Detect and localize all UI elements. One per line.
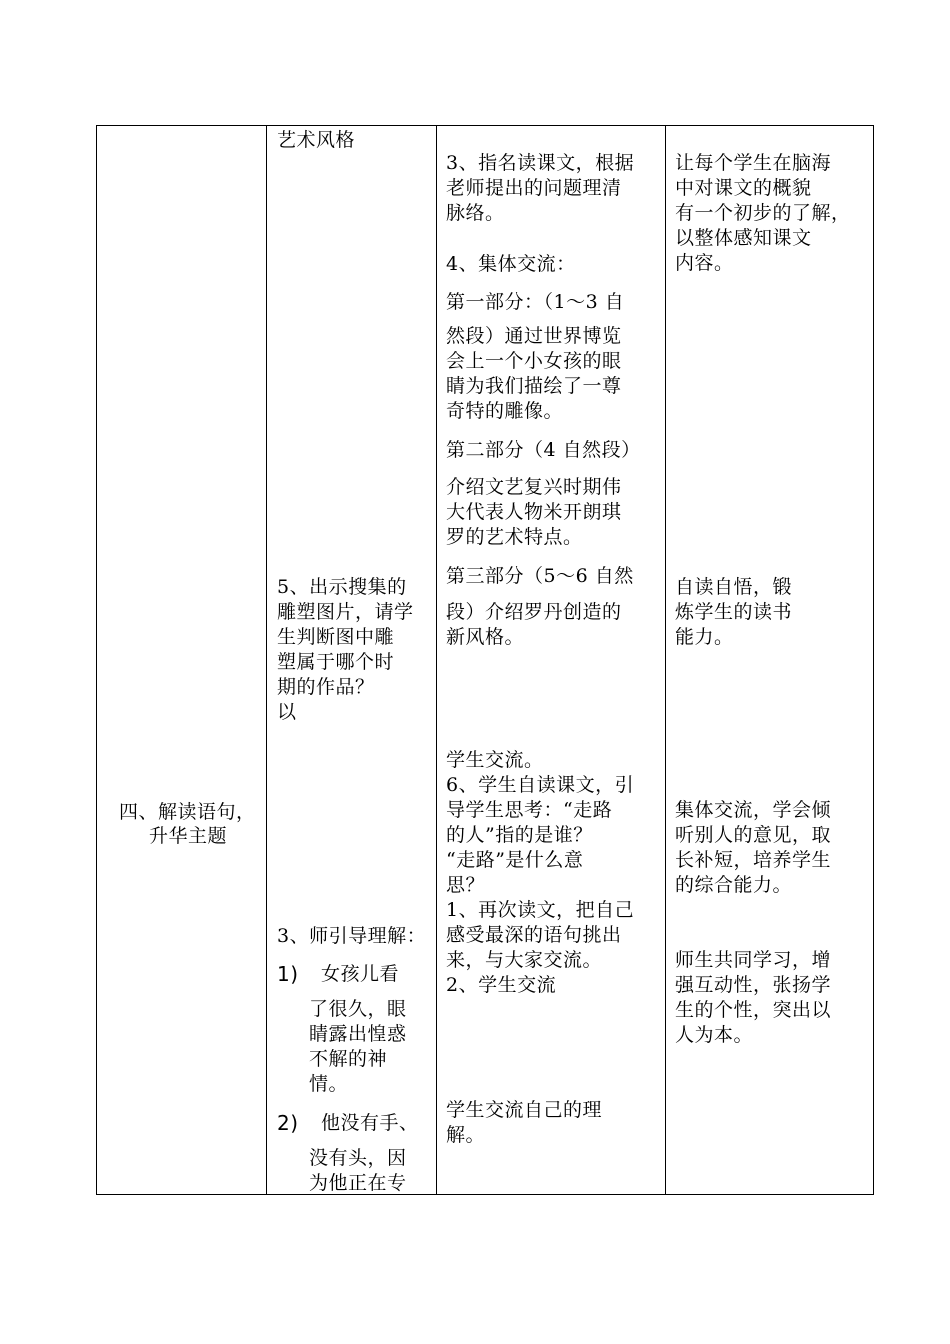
stage-title: 四、解读语句， — [119, 801, 256, 823]
text-line: 情。 — [309, 1073, 349, 1095]
text-line: 能力。 — [675, 626, 734, 648]
text-line: 2、学生交流 — [446, 974, 557, 996]
design-intent-cell — [666, 126, 874, 1194]
text-line: 有一个初步的了解， — [675, 202, 851, 224]
list-number: 1) — [277, 962, 299, 986]
text-line: 5、出示搜集的 — [277, 576, 407, 598]
text-line: 他没有手、 — [321, 1112, 419, 1134]
text-line: “走路”是什么意 — [446, 849, 584, 871]
stage-cell — [97, 126, 266, 1194]
text-line: 自读自悟，锻 — [675, 576, 793, 598]
text-line: 4、集体交流： — [446, 253, 576, 275]
text-line: 以 — [277, 701, 297, 723]
text-line: 生判断图中雕 — [277, 626, 395, 648]
text-line: 塑属于哪个时 — [277, 651, 395, 673]
lesson-plan-table — [96, 125, 874, 1195]
text-line: 没有头，因 — [309, 1147, 407, 1169]
text-line: 思？ — [446, 874, 486, 896]
list-number: 2) — [277, 1111, 299, 1135]
text-line: 奇特的雕像。 — [446, 400, 564, 422]
text-line: 人为本。 — [675, 1024, 754, 1046]
text-line: 强互动性，张扬学 — [675, 974, 832, 996]
text-line: 3、指名读课文，根据 — [446, 152, 635, 174]
text-line: 学生交流自己的理 — [446, 1099, 603, 1121]
text-line: 为他正在专 — [309, 1172, 407, 1194]
text-line: 以整体感知课文 — [675, 227, 812, 249]
text-line: 介绍文艺复兴时期伟 — [446, 476, 622, 498]
text-line: 解。 — [446, 1124, 486, 1146]
text-line: 师生共同学习，增 — [675, 949, 832, 971]
text-line: 长补短，培养学生 — [675, 849, 832, 871]
text-line: 段）介绍罗丹创造的 — [446, 601, 622, 623]
text-line: 不解的神 — [309, 1048, 388, 1070]
text-line: 的人”指的是谁？ — [446, 824, 593, 846]
text-line: 睛为我们描绘了一尊 — [446, 375, 622, 397]
text-line: 内容。 — [675, 252, 734, 274]
text-line: 睛露出惶惑 — [309, 1023, 407, 1045]
text-line: 1、再次读文，把自己 — [446, 899, 635, 921]
text-line: 集体交流，学会倾 — [675, 799, 832, 821]
text-line: 第三部分（5～6 自然 — [446, 565, 634, 587]
text-line: 生的个性，突出以 — [675, 999, 832, 1021]
text-line: 第一部分：（1～3 自 — [446, 291, 625, 313]
text-line: 感受最深的语句挑出 — [446, 924, 622, 946]
text-line: 学生交流。 — [446, 749, 544, 771]
text-line: 老师提出的问题理清 — [446, 177, 622, 199]
text-line: 中对课文的概貌 — [675, 177, 812, 199]
text-line: 新风格。 — [446, 626, 525, 648]
text-line: 6、学生自读课文，引 — [446, 774, 635, 796]
student-activity-cell — [437, 126, 665, 1194]
text-line: 让每个学生在脑海 — [675, 152, 832, 174]
text-line: 期的作品？ — [277, 676, 375, 698]
text-line: 第二部分（4 自然段） — [446, 439, 641, 461]
text-line: 3、师引导理解： — [277, 925, 427, 947]
text-line: 然段）通过世界博览 — [446, 325, 622, 347]
text-line: 炼学生的读书 — [675, 601, 793, 623]
text-line: 罗的艺术特点。 — [446, 526, 583, 548]
stage-title: 升华主题 — [149, 825, 228, 847]
text-line: 艺术风格 — [277, 129, 356, 151]
text-line: 雕塑图片，请学 — [277, 601, 414, 623]
text-line: 了很久，眼 — [309, 998, 407, 1020]
text-line: 脉络。 — [446, 202, 505, 224]
text-line: 女孩儿看 — [321, 963, 400, 985]
text-line: 导学生思考：“走路 — [446, 799, 613, 821]
text-line: 来，与大家交流。 — [446, 949, 603, 971]
text-line: 听别人的意见，取 — [675, 824, 832, 846]
text-line: 会上一个小女孩的眼 — [446, 350, 622, 372]
text-line: 的综合能力。 — [675, 874, 793, 896]
text-line: 大代表人物米开朗琪 — [446, 501, 622, 523]
teacher-activity-cell — [267, 126, 436, 1194]
